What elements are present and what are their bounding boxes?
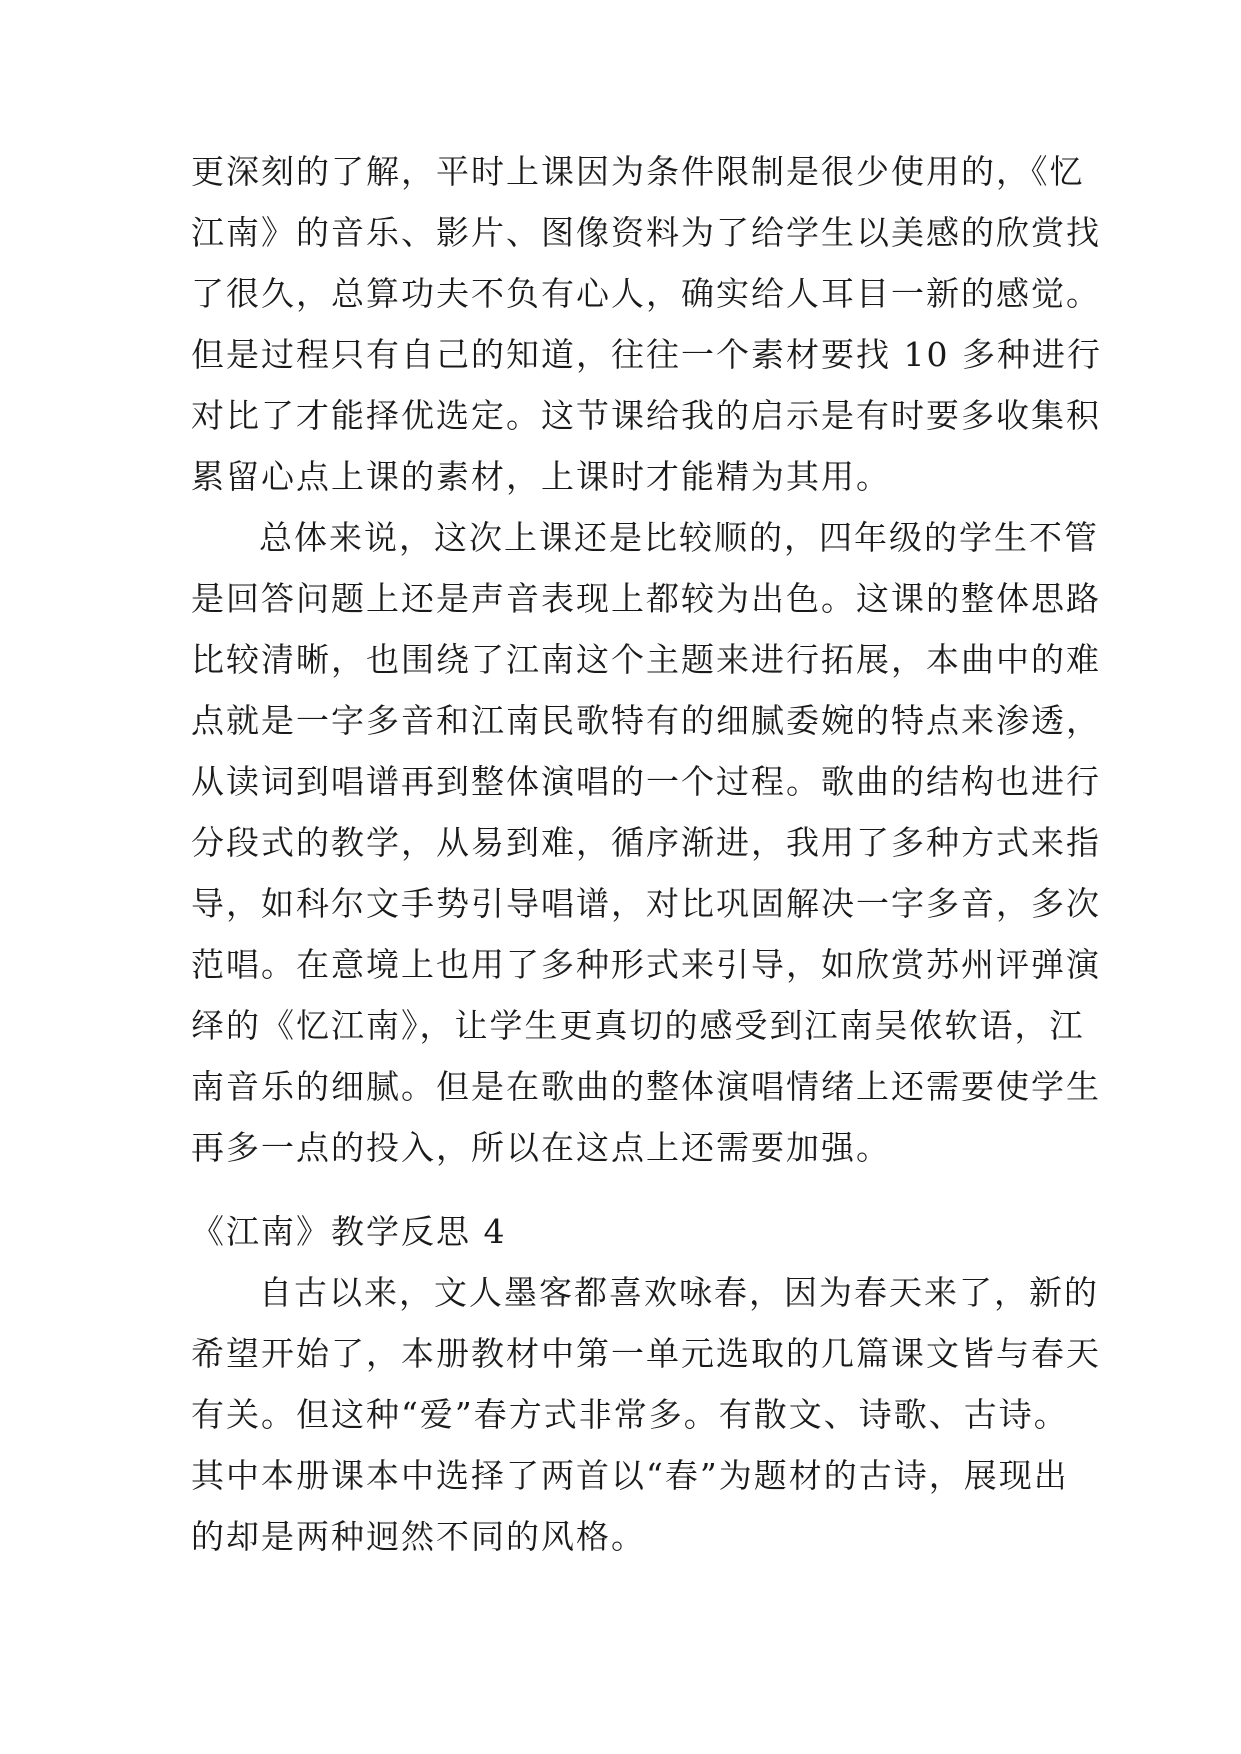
text-line: 江南》的音乐、影片、图像资料为了给学生以美感的欣赏找 [191,213,1101,252]
text-line: 导，如科尔文手势引导唱谱，对比巩固解决一字多音，多次 [191,884,1101,923]
text-line: 点就是一字多音和江南民歌特有的细腻委婉的特点来渗透， [191,701,1101,740]
text-line: 绎的《忆江南》，让学生更真切的感受到江南吴侬软语，江 [191,1006,1085,1045]
text-line: 总体来说，这次上课还是比较顺的，四年级的学生不管 [259,518,1099,557]
text-line: 比较清晰，也围绕了江南这个主题来进行拓展，本曲中的难 [191,640,1101,679]
text-line: 更深刻的了解，平时上课因为条件限制是很少使用的，《忆 [191,152,1085,191]
text-line: 累留心点上课的素材，上课时才能精为其用。 [191,457,891,496]
text-line: 从读词到唱谱再到整体演唱的一个过程。歌曲的结构也进行 [191,762,1101,801]
text-line: 范唱。在意境上也用了多种形式来引导，如欣赏苏州评弹演 [191,945,1101,984]
text-line: 对比了才能择优选定。这节课给我的启示是有时要多收集积 [191,396,1101,435]
text-line: 是回答问题上还是声音表现上都较为出色。这课的整体思路 [191,579,1101,618]
text-line: 的却是两种迥然不同的风格。 [191,1517,646,1556]
section-title: 《江南》教学反思 4 [191,1212,507,1251]
text-line: 南音乐的细腻。但是在歌曲的整体演唱情绪上还需要使学生 [191,1067,1101,1106]
text-line: 其中本册课本中选择了两首以“春”为题材的古诗，展现出 [191,1456,1069,1495]
text-line: 分段式的教学，从易到难，循序渐进，我用了多种方式来指 [191,823,1101,862]
text-line: 但是过程只有自己的知道，往往一个素材要找 10 多种进行 [191,335,1102,374]
text-line: 再多一点的投入，所以在这点上还需要加强。 [191,1128,891,1167]
text-line: 希望开始了，本册教材中第一单元选取的几篇课文皆与春天 [191,1334,1101,1373]
text-line: 了很久，总算功夫不负有心人，确实给人耳目一新的感觉。 [191,274,1101,313]
text-line: 有关。但这种“爱”春方式非常多。有散文、诗歌、古诗。 [191,1395,1069,1434]
text-line: 自古以来，文人墨客都喜欢咏春，因为春天来了，新的 [259,1273,1099,1312]
